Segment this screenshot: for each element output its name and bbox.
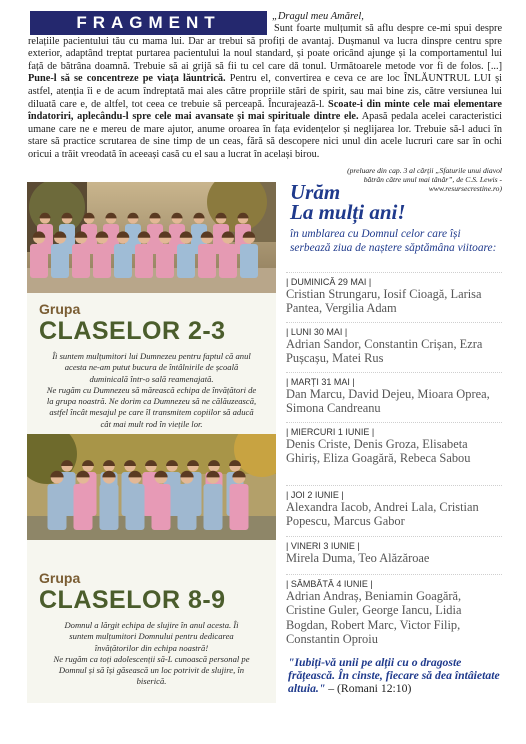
fragment-paragraph-2: Pentru el, convertirea e ceva ce are loc ÎNLĂUNTRUL LUI și astfel, atenția îi e de acum îndreptată mai ales către propriile stări de spirit, sau mai bine zis, către versiunea lui diluată care e, de altfel, tot ceea ce trebuie să perceapă. Încurajează-l. [28, 73, 502, 110]
person-figure [219, 244, 237, 278]
day-block [286, 536, 502, 565]
group-text-line: duminicală într-o sală reamenajată. [89, 373, 214, 384]
day-block [286, 372, 502, 416]
group-text-line: Domnul a lărgit echipa de slujire în anul acesta. Îi [64, 620, 239, 630]
day-heading: | DUMINICĂ 29 MAI | [286, 277, 372, 287]
grupa-label: Grupa [39, 301, 81, 317]
group-name: CLASELOR 8-9 [39, 586, 226, 614]
group-photo-children [27, 182, 276, 293]
fragment-paragraph-3: Apasă pedala acelei caracteristici umane care ne e mereu de mare ajutor, anume oroarea în fața evidențelor și neglijarea lor. Trebuie să-l aduci în stare să practice scrutarea de sine timp de un ceas, fără să descopere nici unul din acele lucruri care sar în ochi oricui a trăit vreodată în aceeași casă cu el sau a lucrat în același birou. [28, 111, 502, 160]
fragment-paragraph-1: despre relațiile pacientului tău cu mama lui. Dar ar trebui să profiți de avantaj. Dușmanul va lucra dinspre centru spre exterior, adaptând treptat purtarea pacientului la noul standard, și poate oricând ajunge și la comportamentul lui față de bătrâna doamnă. Trebuie să ai grijă să fii tu cel care dă tonul. Următoarele metode vor fi de folos. [...] [28, 23, 503, 72]
first-line: Sunt foarte mulțumit să aflu despre ce-mi spui [274, 23, 472, 34]
group-panel-8-9 [27, 540, 276, 703]
day-heading: | MARȚI 31 MAI | [286, 377, 355, 387]
person-figure [93, 244, 111, 278]
person-figure [204, 484, 223, 530]
teens-photo-illustration [27, 434, 276, 540]
day-block [286, 574, 502, 647]
verse-reference: – (Romani 12:10) [325, 682, 412, 696]
group-photo-teens [27, 434, 276, 540]
person-figure [72, 244, 90, 278]
person-figure [51, 244, 69, 278]
fragment-bold-1: Pune-l să se concentreze pe viața lăuntrică. [28, 73, 226, 85]
bible-verse [288, 656, 504, 696]
fragment-text [28, 23, 502, 162]
children-photo-illustration [27, 182, 276, 293]
person-figure [48, 484, 67, 530]
day-names: Adrian Andraș, Beniamin Goagără, Cristine Guler, George Iancu, Lidia Bogdan, Robert Marc, Victor Filip, Constantin Oproiu [286, 589, 462, 647]
group-text-line: biserică. [136, 676, 167, 687]
group-text [31, 620, 272, 688]
group-text-line: suntem mulțumitori Domnului pentru dedicarea [69, 631, 234, 642]
person-figure [126, 484, 145, 530]
group-text [31, 351, 272, 430]
person-figure [177, 244, 195, 278]
group-text-line: astfel încât mesajul pe care îl transmitem copiilor să aducă [49, 407, 254, 418]
day-heading: | MIERCURI 1 IUNIE | [286, 427, 375, 437]
grupa-label: Grupa [39, 570, 81, 586]
letter-salutation: „Dragul meu Amărel, [272, 11, 364, 22]
person-figure [152, 484, 171, 530]
person-figure [74, 484, 93, 530]
day-names: Denis Criste, Denis Groza, Elisabeta Ghiriș, Eliza Goagără, Rebeca Sabou [286, 437, 471, 466]
group-text-line: la grupa noastră. Ne dorim ca Dumnezeu să ne călăuzească, [46, 396, 257, 407]
person-figure [156, 244, 174, 278]
day-block [286, 485, 502, 529]
day-names: Cristian Strungaru, Iosif Cioagă, Larisa Pantea, Vergilia Adam [286, 287, 482, 316]
person-figure [230, 484, 249, 530]
person-figure [198, 244, 216, 278]
day-names: Mirela Duma, Teo Alăzăroae [286, 551, 430, 565]
day-block [286, 422, 502, 466]
day-names: Dan Marcu, David Dejeu, Mioara Oprea, Simona Candreanu [286, 387, 490, 416]
group-text-line: acesta ne-am putut bucura de întâlnirile de școală [64, 362, 239, 373]
birthday-title-2: La mulți ani! [290, 200, 406, 224]
birthday-title-1: Urăm [290, 180, 341, 204]
source-line-2: bătrân către unul mai tânăr”, de C.S. Lewis - [363, 175, 502, 184]
day-heading: | VINERI 3 IUNIE | [286, 541, 360, 551]
day-block [286, 322, 502, 366]
group-text-line: Ne rugăm ca toți adolescenții să-L cunoască personal pe [53, 653, 250, 664]
group-text-line: Îi suntem mulțumitori lui Dumnezeu pentru faptul că anul [52, 351, 251, 361]
group-text-line: Domnul și să își găsească un loc potrivit de slujire, în [58, 665, 245, 676]
verse-text: "Iubiți-vă unii pe alții cu o dragoste frățească. În cinste, fiecare să dea întâietate altuia." [288, 656, 500, 696]
source-line-3: www.resursecrestine.ro) [428, 184, 502, 193]
group-name: CLASELOR 2-3 [39, 317, 226, 345]
day-names: Adrian Sandor, Constantin Crișan, Ezra Pușcașu, Matei Rus [286, 337, 483, 366]
person-figure [135, 244, 153, 278]
day-heading: | JOI 2 IUNIE | [286, 490, 344, 500]
group-panel-2-3 [27, 293, 276, 434]
person-figure [240, 244, 258, 278]
person-figure [30, 244, 48, 278]
person-figure [178, 484, 197, 530]
group-text-line: cât mai mult rod în viețile lor. [100, 418, 203, 429]
day-heading: | LUNI 30 MAI | [286, 327, 348, 337]
group-text-line: Ne rugăm cu Dumnezeu să mărească echipa de învățători de [46, 384, 257, 395]
fragment-title: FRAGMENT [76, 13, 221, 32]
fragment-bold-2: Scoate-i din minte cele mai elementare îndatoriri, aplecându-l spre cele mai avansate și mai spirituale dintre ele. [28, 98, 502, 123]
day-block [286, 272, 502, 316]
day-heading: | SÂMBĂTĂ 4 IUNIE | [286, 579, 373, 589]
person-figure [100, 484, 119, 530]
group-text-line: învățătorilor din echipa noastră! [94, 642, 209, 653]
day-names: Alexandra Iacob, Andrei Lala, Cristian Popescu, Marcus Gabor [286, 500, 479, 529]
birthday-subtitle: în umblarea cu Domnul celor care își serbează ziua de naștere săptămâna viitoare: [290, 228, 497, 254]
person-figure [114, 244, 132, 278]
source-line-1: (preluare din cap. 3 al cărții „Sfaturile unui diavol [347, 166, 502, 175]
